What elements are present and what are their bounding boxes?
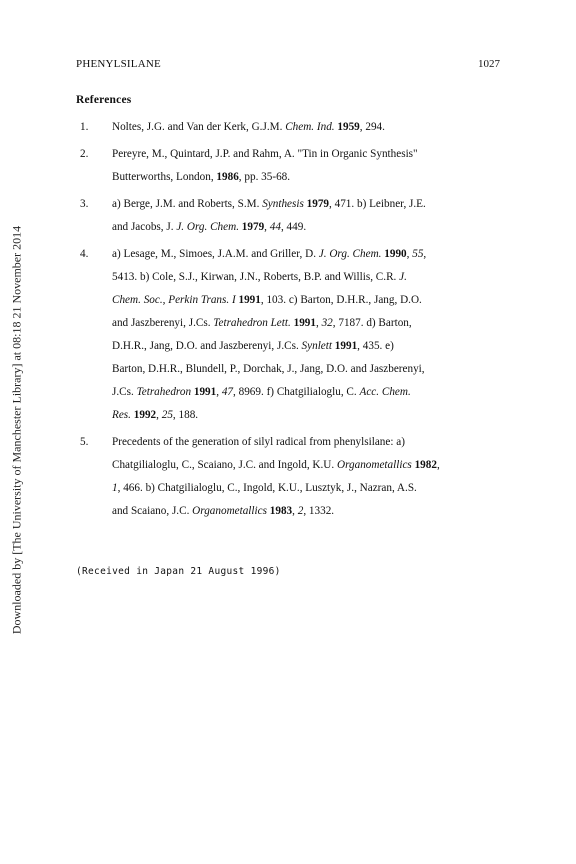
reference-text: 1 — [112, 482, 118, 494]
reference-text: , pp. 35-68. — [238, 171, 291, 183]
reference-text: , 471. b) Leibner, J.E. — [329, 198, 426, 210]
reference-text: 1991 — [334, 340, 358, 352]
reference-text: 1992 — [133, 409, 157, 421]
reference-text: Butterworths, London, — [112, 171, 217, 183]
reference-text: , 8969. f) Chatgilialoglu, C. — [233, 386, 360, 398]
reference-text: Tetrahedron — [136, 386, 192, 398]
reference-text: Noltes, J.G. and Van der Kerk, G.J.M. — [112, 121, 286, 133]
reference-text: J. Org. Chem. — [176, 221, 239, 233]
reference-text: , 466. b) Chatgilialoglu, C., Ingold, K.U., Lusztyk, J., Nazran, A.S. — [117, 482, 417, 494]
reference-line — [112, 454, 506, 477]
reference-text: , — [216, 386, 222, 398]
reference-text: Tetrahedron Lett. — [213, 317, 291, 329]
reference-text: and Jaszberenyi, J.Cs. — [112, 317, 214, 329]
reference-text: 32 — [321, 317, 333, 329]
reference-line — [112, 116, 506, 139]
reference-text: a) Berge, J.M. and Roberts, S.M. — [112, 198, 263, 210]
reference-text: , 435. e) — [357, 340, 394, 352]
reference-line — [112, 431, 506, 454]
reference-item — [76, 143, 506, 189]
reference-text: , 7187. d) Barton, — [332, 317, 412, 329]
reference-text: 1991 — [293, 317, 316, 329]
download-watermark — [0, 0, 30, 864]
reference-text: 1959 — [337, 121, 360, 133]
reference-text: Chem. Soc., Perkin Trans. I — [112, 294, 236, 306]
reference-text: J. Org. Chem. — [318, 248, 382, 260]
reference-line — [112, 477, 506, 500]
reference-text: Organometallics — [336, 459, 412, 471]
reference-text: 1979 — [241, 221, 265, 233]
reference-number: 1. — [80, 121, 89, 133]
reference-text: 55 — [412, 248, 424, 260]
reference-line — [112, 381, 506, 404]
reference-text: , 1332. — [303, 505, 335, 517]
reference-text: Pereyre, M., Quintard, J.P. and Rahm, A. "Tin in Organic Synthesis" — [112, 148, 418, 160]
reference-text: , 188. — [172, 409, 199, 421]
reference-line — [112, 166, 506, 189]
reference-text: 1982 — [414, 459, 437, 471]
page-number: 1027 — [478, 58, 500, 70]
reference-text: , 294. — [359, 121, 385, 133]
reference-text: Chatgilialoglu, C., Scaiano, J.C. and Ingold, K.U. — [112, 459, 337, 471]
reference-line — [112, 358, 506, 381]
reference-text: D.H.R., Jang, D.O. and Jaszberenyi, J.Cs. — [112, 340, 302, 352]
reference-line — [112, 243, 506, 266]
reference-item — [76, 193, 506, 239]
reference-text: , — [436, 459, 440, 471]
watermark-text: Downloaded by [The University of Manchester Library] at 08:18 21 November 2014 — [9, 225, 24, 635]
reference-text: 25 — [161, 409, 173, 421]
reference-text: Barton, D.H.R., Blundell, P., Dorchak, J., Jang, D.O. and Jaszberenyi, — [112, 363, 425, 375]
reference-text: 1983 — [269, 505, 293, 517]
reference-text: Organometallics — [192, 505, 267, 517]
reference-text: Synlett — [301, 340, 332, 352]
reference-text: Precedents of the generation of silyl radical from phenylsilane: a) — [112, 436, 405, 448]
reference-number: 3. — [80, 198, 89, 210]
reference-number: 4. — [80, 248, 89, 260]
reference-text: , 103. c) Barton, D.H.R., Jang, D.O. — [260, 294, 422, 306]
reference-text: , — [423, 248, 427, 260]
reference-item — [76, 431, 506, 523]
reference-text: , — [292, 505, 298, 517]
reference-line — [112, 193, 506, 216]
reference-text: 2 — [297, 505, 304, 517]
reference-item — [76, 116, 506, 139]
reference-text: 1979 — [306, 198, 330, 210]
reference-line — [112, 216, 506, 239]
reference-number: 2. — [80, 148, 89, 160]
reference-text: , — [406, 248, 413, 260]
reference-text: , — [156, 409, 162, 421]
reference-text: , — [264, 221, 270, 233]
reference-text: J. — [399, 271, 407, 283]
running-title: PHENYLSILANE — [76, 58, 161, 70]
reference-text: Chem. Ind. — [285, 121, 335, 133]
reference-text: Res. — [112, 409, 131, 421]
reference-text: 5413. b) Cole, S.J., Kirwan, J.N., Roberts, B.P. and Willis, C.R. — [112, 271, 400, 283]
reference-text: Acc. Chem. — [359, 386, 411, 398]
reference-line — [112, 335, 506, 358]
reference-text: Synthesis — [262, 198, 304, 210]
reference-line — [112, 312, 506, 335]
reference-line — [112, 143, 506, 166]
reference-line — [112, 500, 506, 523]
reference-text: , — [315, 317, 322, 329]
reference-line — [112, 404, 506, 427]
reference-text: 44 — [269, 221, 281, 233]
reference-text: a) Lesage, M., Simoes, J.A.M. and Griller, D. — [112, 248, 319, 260]
reference-text: and Scaiano, J.C. — [112, 505, 193, 517]
reference-text: 1991 — [193, 386, 217, 398]
references-heading: References — [76, 94, 132, 106]
reference-number: 5. — [80, 436, 89, 448]
reference-text: 1991 — [238, 294, 261, 306]
reference-line — [112, 266, 506, 289]
reference-line — [112, 289, 506, 312]
reference-text: , 449. — [280, 221, 307, 233]
reference-text: and Jacobs, J. — [112, 221, 177, 233]
reference-item — [76, 243, 506, 427]
reference-text: 1990 — [384, 248, 407, 260]
reference-text: 47 — [221, 386, 234, 398]
received-note: (Received in Japan 21 August 1996) — [76, 566, 281, 577]
references-list — [76, 116, 506, 527]
reference-text: 1986 — [216, 171, 239, 183]
reference-text: J.Cs. — [112, 386, 137, 398]
